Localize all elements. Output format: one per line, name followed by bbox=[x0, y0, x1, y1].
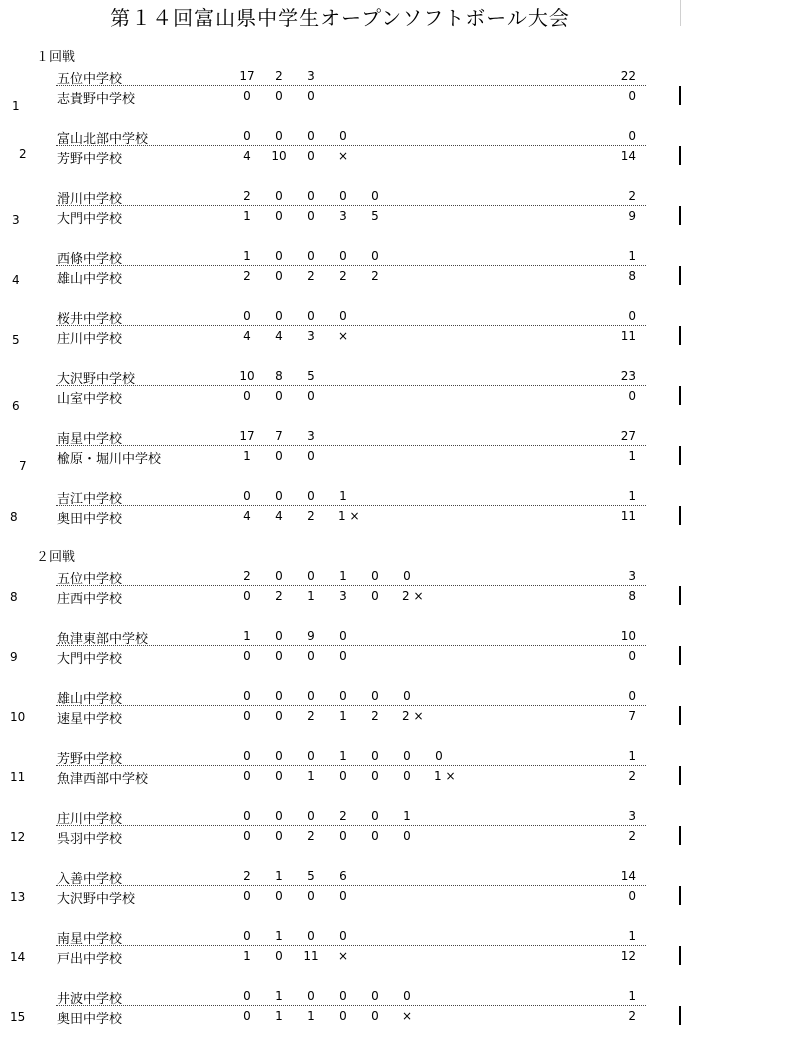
inning-score: 0 bbox=[339, 629, 347, 643]
inning-score: 3 bbox=[307, 329, 315, 343]
score-divider bbox=[56, 385, 646, 386]
team-name: 吉江中学校 bbox=[57, 492, 123, 507]
inning-score: 0 bbox=[339, 929, 347, 943]
inning-score: 1 bbox=[403, 809, 411, 823]
inning-score: 0 bbox=[243, 709, 251, 723]
bracket-line bbox=[679, 586, 681, 605]
inning-score: 0 bbox=[243, 489, 251, 503]
inning-score: 0 bbox=[371, 1009, 379, 1023]
inning-score: 0 bbox=[307, 989, 315, 1003]
total-score: 23 bbox=[620, 369, 636, 383]
inning-score: 0 bbox=[243, 809, 251, 823]
inning-score: 0 bbox=[275, 89, 283, 103]
inning-score: 0 bbox=[243, 769, 251, 783]
match-block bbox=[0, 808, 800, 848]
inning-score: 0 bbox=[275, 709, 283, 723]
team-name: 魚津東部中学校 bbox=[57, 632, 149, 647]
inning-score: 2 × bbox=[402, 709, 424, 723]
total-score: 14 bbox=[620, 149, 636, 163]
score-divider bbox=[56, 205, 646, 206]
match-block bbox=[0, 488, 800, 528]
score-divider bbox=[56, 645, 646, 646]
inning-score: 2 bbox=[307, 829, 315, 843]
match-number: 3 bbox=[12, 213, 20, 227]
score-divider bbox=[56, 945, 646, 946]
inning-score: 0 bbox=[243, 989, 251, 1003]
inning-score: 0 bbox=[403, 829, 411, 843]
team-name: 五位中学校 bbox=[57, 72, 123, 87]
match-number: 8 bbox=[10, 510, 18, 524]
round-heading: ２回戦 bbox=[36, 550, 76, 565]
bracket-line bbox=[679, 886, 681, 905]
team-name: 山室中学校 bbox=[57, 392, 123, 407]
inning-score: 1 × bbox=[434, 769, 456, 783]
inning-score: 1 bbox=[307, 769, 315, 783]
team-name: 井波中学校 bbox=[57, 992, 123, 1007]
inning-score: 2 bbox=[339, 269, 347, 283]
inning-score: 0 bbox=[371, 829, 379, 843]
inning-score: 1 bbox=[339, 489, 347, 503]
total-score: 12 bbox=[620, 949, 636, 963]
inning-score: 0 bbox=[339, 989, 347, 1003]
inning-score: 0 bbox=[275, 629, 283, 643]
inning-score: 1 bbox=[243, 629, 251, 643]
match-block bbox=[0, 988, 800, 1028]
inning-score: 0 bbox=[403, 749, 411, 763]
score-divider bbox=[56, 825, 646, 826]
team-name: 雄山中学校 bbox=[57, 272, 123, 287]
inning-score: 0 bbox=[275, 649, 283, 663]
team-name: 南星中学校 bbox=[57, 932, 123, 947]
inning-score: 7 bbox=[275, 429, 283, 443]
score-divider bbox=[56, 885, 646, 886]
total-score: 1 bbox=[628, 489, 636, 503]
inning-score: 3 bbox=[307, 69, 315, 83]
inning-score: 4 bbox=[243, 329, 251, 343]
inning-score: 0 bbox=[275, 889, 283, 903]
match-block bbox=[0, 928, 800, 968]
inning-score: 1 bbox=[339, 569, 347, 583]
match-number: 6 bbox=[12, 399, 20, 413]
match-block bbox=[0, 428, 800, 473]
score-divider bbox=[56, 505, 646, 506]
match-block bbox=[0, 128, 800, 168]
match-number: 14 bbox=[10, 950, 26, 964]
inning-score: 0 bbox=[275, 489, 283, 503]
round-heading: １回戦 bbox=[36, 50, 76, 65]
score-divider bbox=[56, 1005, 646, 1006]
match-block bbox=[0, 748, 800, 788]
inning-score: 0 bbox=[307, 569, 315, 583]
inning-score: 0 bbox=[339, 649, 347, 663]
team-name: 大沢野中学校 bbox=[57, 372, 136, 387]
bracket-line bbox=[679, 1006, 681, 1025]
team-name: 庄川中学校 bbox=[57, 332, 123, 347]
bracket-line bbox=[679, 86, 681, 105]
score-divider bbox=[56, 85, 646, 86]
total-score: 7 bbox=[628, 709, 636, 723]
total-score: 2 bbox=[628, 769, 636, 783]
page-title: 第１４回富山県中学生オープンソフトボール大会 bbox=[110, 6, 570, 30]
match-block bbox=[0, 68, 800, 113]
inning-score: 1 bbox=[243, 209, 251, 223]
team-name: 大門中学校 bbox=[57, 212, 123, 227]
total-score: 1 bbox=[628, 449, 636, 463]
total-score: 1 bbox=[628, 929, 636, 943]
team-name: 戸出中学校 bbox=[57, 952, 123, 967]
inning-score: 2 bbox=[307, 269, 315, 283]
inning-score: 1 bbox=[275, 1009, 283, 1023]
match-number: 13 bbox=[10, 890, 26, 904]
inning-score: 4 bbox=[243, 149, 251, 163]
inning-score: 0 bbox=[243, 649, 251, 663]
total-score: 9 bbox=[628, 209, 636, 223]
inning-score: 2 × bbox=[402, 589, 424, 603]
team-name: 桜井中学校 bbox=[57, 312, 123, 327]
total-score: 3 bbox=[628, 809, 636, 823]
inning-score: 1 bbox=[307, 1009, 315, 1023]
match-block bbox=[0, 868, 800, 908]
team-name: 志貴野中学校 bbox=[57, 92, 136, 107]
score-divider bbox=[56, 145, 646, 146]
team-name: 大門中学校 bbox=[57, 652, 123, 667]
inning-score: 1 bbox=[307, 589, 315, 603]
team-name: 大沢野中学校 bbox=[57, 892, 136, 907]
inning-score: 1 bbox=[339, 749, 347, 763]
score-divider bbox=[56, 705, 646, 706]
inning-score: 0 bbox=[243, 829, 251, 843]
bracket-line bbox=[679, 326, 681, 345]
inning-score: 0 bbox=[243, 889, 251, 903]
inning-score: 0 bbox=[275, 949, 283, 963]
inning-score: 0 bbox=[371, 569, 379, 583]
inning-score: × bbox=[337, 949, 349, 963]
inning-score: 0 bbox=[371, 689, 379, 703]
inning-score: 0 bbox=[243, 89, 251, 103]
total-score: 2 bbox=[628, 189, 636, 203]
inning-score: 0 bbox=[339, 129, 347, 143]
match-block bbox=[0, 188, 800, 228]
inning-score: 0 bbox=[275, 209, 283, 223]
header-divider bbox=[680, 0, 681, 26]
inning-score: 0 bbox=[403, 989, 411, 1003]
bracket-line bbox=[679, 826, 681, 845]
team-name: 入善中学校 bbox=[57, 872, 123, 887]
team-name: 奥田中学校 bbox=[57, 1012, 123, 1027]
inning-score: 0 bbox=[403, 689, 411, 703]
inning-score: 10 bbox=[239, 369, 255, 383]
total-score: 0 bbox=[628, 89, 636, 103]
inning-score: 2 bbox=[275, 589, 283, 603]
inning-score: 3 bbox=[339, 209, 347, 223]
match-number: 11 bbox=[10, 770, 26, 784]
inning-score: 2 bbox=[243, 269, 251, 283]
match-number: 9 bbox=[10, 650, 18, 664]
total-score: 3 bbox=[628, 569, 636, 583]
inning-score: 0 bbox=[371, 589, 379, 603]
inning-score: 4 bbox=[275, 509, 283, 523]
inning-score: 0 bbox=[275, 129, 283, 143]
inning-score: 0 bbox=[307, 149, 315, 163]
total-score: 2 bbox=[628, 1009, 636, 1023]
match-number: 5 bbox=[12, 333, 20, 347]
inning-score: 0 bbox=[243, 929, 251, 943]
team-name: 西條中学校 bbox=[57, 252, 123, 267]
inning-score: 0 bbox=[339, 769, 347, 783]
inning-score: 6 bbox=[339, 869, 347, 883]
inning-score: 0 bbox=[307, 389, 315, 403]
inning-score: 0 bbox=[403, 569, 411, 583]
inning-score: 0 bbox=[307, 689, 315, 703]
inning-score: 2 bbox=[243, 869, 251, 883]
total-score: 2 bbox=[628, 829, 636, 843]
match-block bbox=[0, 568, 800, 608]
total-score: 0 bbox=[628, 309, 636, 323]
inning-score: 1 bbox=[243, 949, 251, 963]
score-divider bbox=[56, 445, 646, 446]
inning-score: 0 bbox=[275, 569, 283, 583]
score-divider bbox=[56, 325, 646, 326]
total-score: 22 bbox=[620, 69, 636, 83]
inning-score: 1 bbox=[339, 709, 347, 723]
inning-score: 17 bbox=[239, 429, 255, 443]
team-name: 奥田中学校 bbox=[57, 512, 123, 527]
inning-score: 2 bbox=[371, 709, 379, 723]
team-name: 雄山中学校 bbox=[57, 692, 123, 707]
inning-score: 0 bbox=[243, 309, 251, 323]
total-score: 11 bbox=[620, 509, 636, 523]
inning-score: 0 bbox=[339, 1009, 347, 1023]
inning-score: 2 bbox=[339, 809, 347, 823]
inning-score: 0 bbox=[243, 129, 251, 143]
inning-score: 0 bbox=[275, 309, 283, 323]
inning-score: 1 × bbox=[338, 509, 360, 523]
match-block bbox=[0, 248, 800, 288]
match-number: 1 bbox=[12, 99, 20, 113]
team-name: 速星中学校 bbox=[57, 712, 123, 727]
inning-score: 0 bbox=[307, 749, 315, 763]
inning-score: 17 bbox=[239, 69, 255, 83]
match-block bbox=[0, 368, 800, 413]
match-block bbox=[0, 688, 800, 728]
bracket-line bbox=[679, 446, 681, 465]
total-score: 0 bbox=[628, 689, 636, 703]
inning-score: 0 bbox=[243, 389, 251, 403]
match-number: 4 bbox=[12, 273, 20, 287]
inning-score: 0 bbox=[371, 249, 379, 263]
inning-score: 1 bbox=[275, 929, 283, 943]
inning-score: 0 bbox=[371, 989, 379, 1003]
team-name: 魚津西部中学校 bbox=[57, 772, 149, 787]
inning-score: 1 bbox=[243, 449, 251, 463]
inning-score: 0 bbox=[275, 189, 283, 203]
bracket-line bbox=[679, 386, 681, 405]
inning-score: 0 bbox=[243, 589, 251, 603]
inning-score: 0 bbox=[307, 249, 315, 263]
inning-score: 5 bbox=[307, 869, 315, 883]
inning-score: 0 bbox=[243, 1009, 251, 1023]
inning-score: 0 bbox=[371, 749, 379, 763]
total-score: 11 bbox=[620, 329, 636, 343]
inning-score: 0 bbox=[307, 449, 315, 463]
inning-score: 0 bbox=[307, 209, 315, 223]
inning-score: 0 bbox=[307, 649, 315, 663]
match-number: 2 bbox=[19, 147, 27, 161]
inning-score: 0 bbox=[339, 829, 347, 843]
inning-score: 0 bbox=[275, 829, 283, 843]
team-name: 南星中学校 bbox=[57, 432, 123, 447]
team-name: 滑川中学校 bbox=[57, 192, 123, 207]
bracket-line bbox=[679, 646, 681, 665]
score-divider bbox=[56, 585, 646, 586]
inning-score: 0 bbox=[307, 889, 315, 903]
inning-score: 0 bbox=[339, 889, 347, 903]
total-score: 8 bbox=[628, 589, 636, 603]
inning-score: 0 bbox=[371, 769, 379, 783]
bracket-line bbox=[679, 706, 681, 725]
match-number: 8 bbox=[10, 590, 18, 604]
match-block bbox=[0, 308, 800, 348]
total-score: 0 bbox=[628, 129, 636, 143]
inning-score: 0 bbox=[275, 769, 283, 783]
bracket-line bbox=[679, 766, 681, 785]
inning-score: 0 bbox=[243, 689, 251, 703]
inning-score: × bbox=[401, 1009, 413, 1023]
inning-score: 0 bbox=[275, 389, 283, 403]
inning-score: 2 bbox=[275, 69, 283, 83]
inning-score: 0 bbox=[275, 689, 283, 703]
total-score: 14 bbox=[620, 869, 636, 883]
inning-score: 0 bbox=[307, 489, 315, 503]
inning-score: 1 bbox=[243, 249, 251, 263]
bracket-line bbox=[679, 206, 681, 225]
inning-score: 9 bbox=[307, 629, 315, 643]
inning-score: 11 bbox=[303, 949, 319, 963]
inning-score: 0 bbox=[275, 809, 283, 823]
inning-score: 0 bbox=[371, 809, 379, 823]
inning-score: 1 bbox=[275, 869, 283, 883]
team-name: 庄西中学校 bbox=[57, 592, 123, 607]
inning-score: 0 bbox=[371, 189, 379, 203]
team-name: 庄川中学校 bbox=[57, 812, 123, 827]
score-divider bbox=[56, 265, 646, 266]
inning-score: 5 bbox=[371, 209, 379, 223]
inning-score: 0 bbox=[339, 189, 347, 203]
inning-score: 8 bbox=[275, 369, 283, 383]
inning-score: 3 bbox=[339, 589, 347, 603]
total-score: 10 bbox=[620, 629, 636, 643]
team-name: 楡原・堀川中学校 bbox=[57, 452, 162, 467]
inning-score: 0 bbox=[339, 249, 347, 263]
inning-score: 10 bbox=[271, 149, 287, 163]
inning-score: 0 bbox=[435, 749, 443, 763]
bracket-line bbox=[679, 946, 681, 965]
inning-score: 0 bbox=[307, 89, 315, 103]
inning-score: 5 bbox=[307, 369, 315, 383]
inning-score: 0 bbox=[307, 309, 315, 323]
inning-score: 0 bbox=[275, 249, 283, 263]
team-name: 呉羽中学校 bbox=[57, 832, 123, 847]
total-score: 1 bbox=[628, 749, 636, 763]
bracket-line bbox=[679, 146, 681, 165]
total-score: 0 bbox=[628, 649, 636, 663]
total-score: 0 bbox=[628, 389, 636, 403]
inning-score: 2 bbox=[307, 509, 315, 523]
inning-score: 4 bbox=[275, 329, 283, 343]
bracket-line bbox=[679, 266, 681, 285]
total-score: 27 bbox=[620, 429, 636, 443]
total-score: 1 bbox=[628, 249, 636, 263]
total-score: 1 bbox=[628, 989, 636, 1003]
match-number: 12 bbox=[10, 830, 26, 844]
team-name: 芳野中学校 bbox=[57, 752, 123, 767]
total-score: 0 bbox=[628, 889, 636, 903]
team-name: 五位中学校 bbox=[57, 572, 123, 587]
inning-score: 1 bbox=[275, 989, 283, 1003]
inning-score: 2 bbox=[307, 709, 315, 723]
team-name: 芳野中学校 bbox=[57, 152, 123, 167]
inning-score: 0 bbox=[275, 749, 283, 763]
match-number: 15 bbox=[10, 1010, 26, 1024]
inning-score: 0 bbox=[307, 129, 315, 143]
inning-score: 3 bbox=[307, 429, 315, 443]
match-block bbox=[0, 628, 800, 668]
inning-score: 2 bbox=[243, 189, 251, 203]
inning-score: 0 bbox=[307, 929, 315, 943]
inning-score: 0 bbox=[243, 749, 251, 763]
total-score: 8 bbox=[628, 269, 636, 283]
inning-score: 0 bbox=[307, 189, 315, 203]
match-number: 10 bbox=[10, 710, 26, 724]
team-name: 富山北部中学校 bbox=[57, 132, 149, 147]
inning-score: 0 bbox=[339, 309, 347, 323]
inning-score: × bbox=[337, 149, 349, 163]
score-divider bbox=[56, 765, 646, 766]
inning-score: 2 bbox=[371, 269, 379, 283]
inning-score: 0 bbox=[275, 449, 283, 463]
inning-score: × bbox=[337, 329, 349, 343]
inning-score: 2 bbox=[243, 569, 251, 583]
inning-score: 0 bbox=[339, 689, 347, 703]
inning-score: 4 bbox=[243, 509, 251, 523]
match-number: 7 bbox=[19, 459, 27, 473]
inning-score: 0 bbox=[403, 769, 411, 783]
inning-score: 0 bbox=[275, 269, 283, 283]
inning-score: 0 bbox=[307, 809, 315, 823]
bracket-line bbox=[679, 506, 681, 525]
